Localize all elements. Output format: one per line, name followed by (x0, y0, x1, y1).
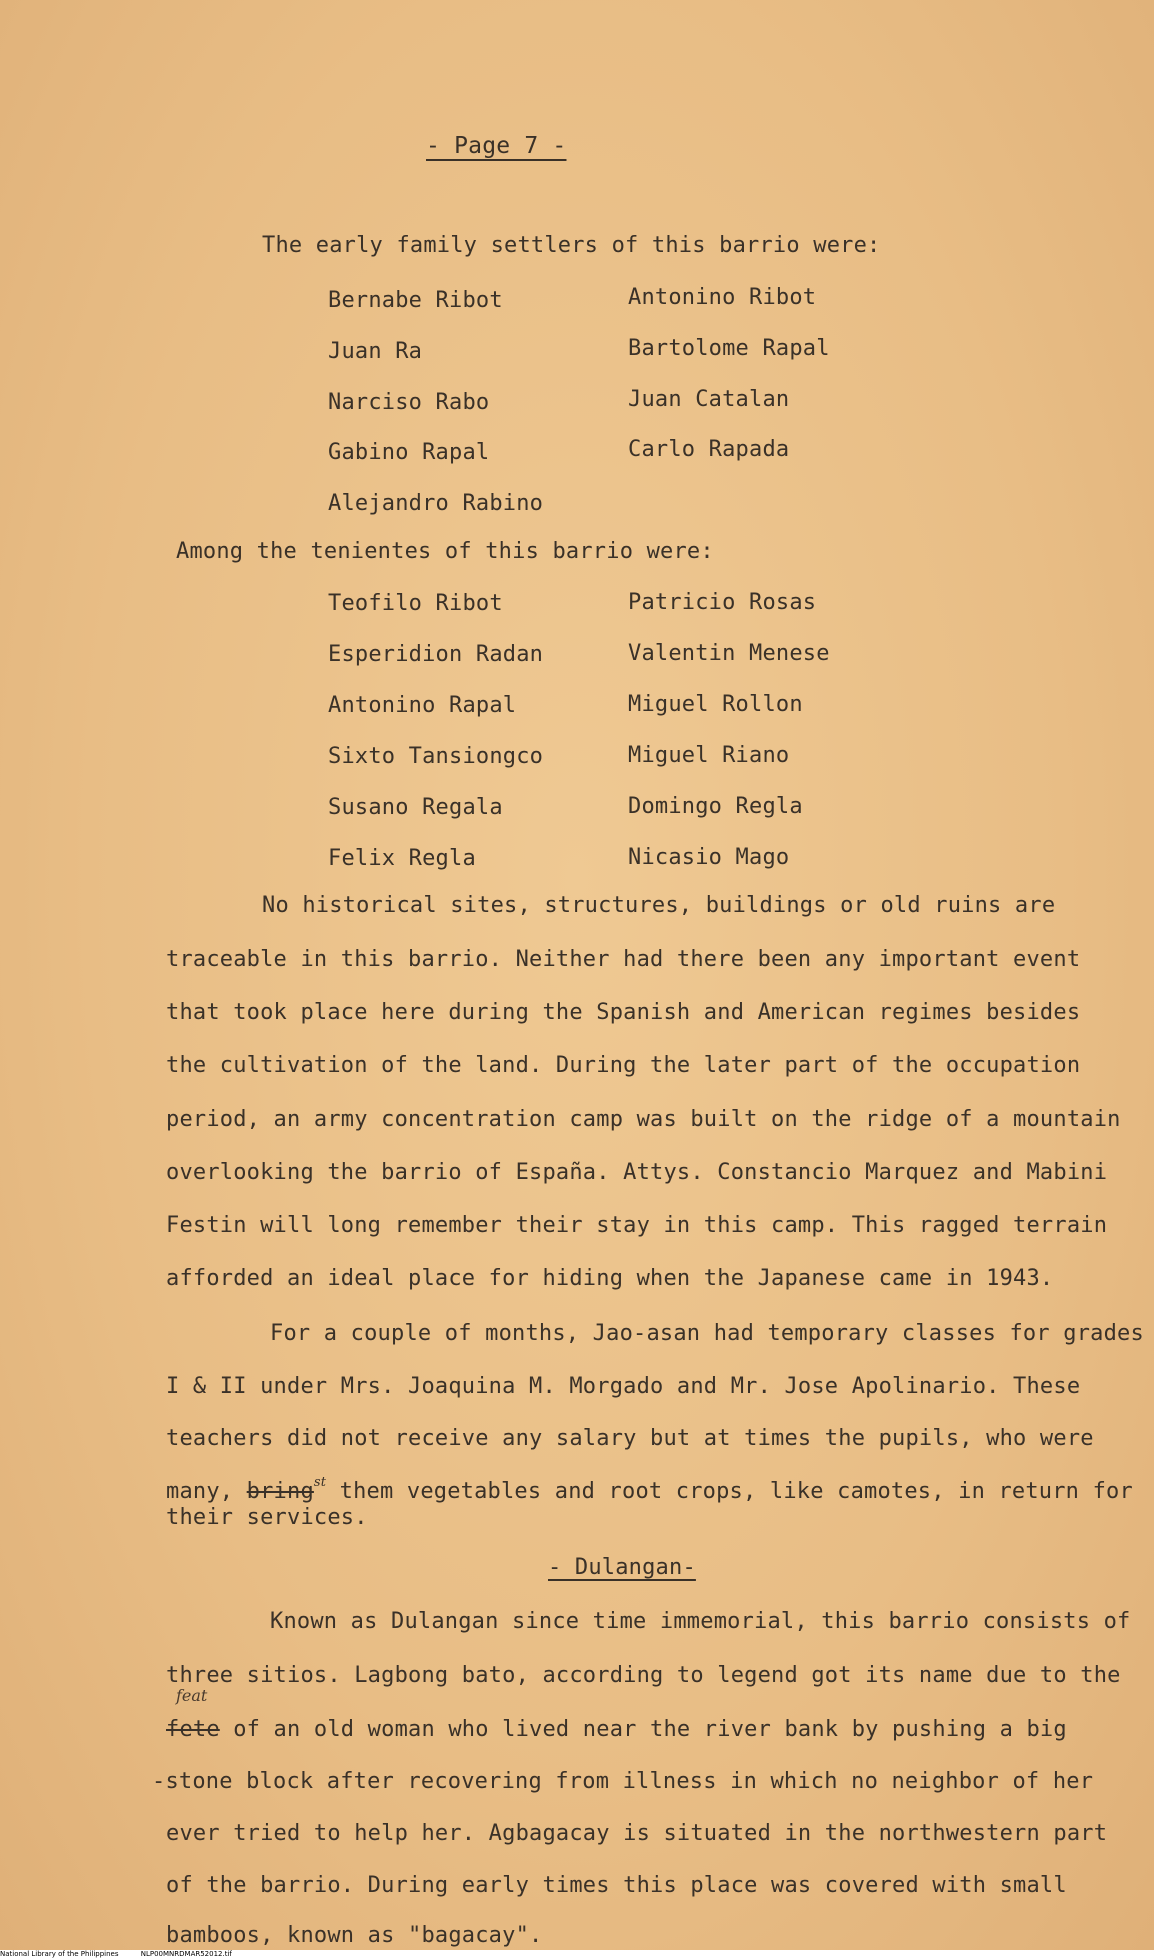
paragraph-line: I & II under Mrs. Joaquina M. Morgado and Mr. Jose Apolinario. These (166, 1374, 1081, 1399)
settler-name: Juan Catalan (628, 387, 790, 412)
paragraph-line: their services. (166, 1505, 368, 1530)
settler-name: Narciso Rabo (328, 390, 490, 415)
paragraph-line: -stone block after recovering from illness in which no neighbor of her (152, 1769, 1094, 1794)
settler-name: Antonino Ribot (628, 285, 817, 310)
teniente-name: Felix Regla (328, 846, 476, 871)
settler-name: Gabino Rapal (328, 440, 490, 465)
line-rest: them vegetables and root crops, like camotes, in return for (326, 1479, 1133, 1504)
settler-name: Bernabe Ribot (328, 288, 503, 313)
teniente-name: Antonino Rapal (328, 693, 517, 718)
struck-word: bring (246, 1479, 314, 1504)
teniente-name: Esperidion Radan (328, 642, 544, 667)
teniente-name: Nicasio Mago (628, 845, 790, 870)
paragraph-line: teachers did not receive any salary but at times the pupils, who were (166, 1426, 1094, 1451)
paragraph-line: of the barrio. During early times this place was covered with small (166, 1873, 1067, 1898)
teniente-name: Miguel Riano (628, 743, 790, 768)
paragraph-line: afforded an ideal place for hiding when the Japanese came in 1943. (166, 1266, 1054, 1291)
section-title: - Dulangan- (548, 1555, 696, 1580)
paragraph-line: that took place here during the Spanish and American regimes besides (166, 1000, 1081, 1025)
teniente-name: Miguel Rollon (628, 692, 803, 717)
footer-filename: NLP00MNRDMAR52012.tif (140, 1950, 232, 1958)
tenientes-intro: Among the tenientes of this barrio were: (176, 539, 714, 564)
paragraph-line: period, an army concentration camp was built on the ridge of a mountain (166, 1107, 1121, 1132)
settler-name: Juan Ra (328, 339, 423, 364)
scan-footer (0, 1950, 1154, 1958)
line-start: many, (166, 1479, 247, 1504)
handwritten-correction: feat (176, 1686, 208, 1705)
paragraph-line: No historical sites, structures, buildings or old ruins are (262, 893, 1056, 918)
paragraph-line: traceable in this barrio. Neither had there been any important event (166, 947, 1081, 972)
settlers-intro: The early family settlers of this barrio were: (262, 233, 881, 258)
paragraph-line: ever tried to help her. Agbagacay is situated in the northwestern part (166, 1821, 1108, 1846)
paragraph-line: Festin will long remember their stay in this camp. This ragged terrain (166, 1213, 1108, 1238)
paragraph-line: bamboos, known as "bagacay". (166, 1923, 543, 1948)
page-header: - Page 7 - (426, 133, 567, 159)
handwritten-insert: st (313, 1475, 327, 1490)
teniente-name: Teofilo Ribot (328, 591, 503, 616)
settler-name: Bartolome Rapal (628, 336, 830, 361)
paragraph-line (166, 1716, 1067, 1744)
settler-name: Alejandro Rabino (328, 491, 544, 516)
paragraph-line: the cultivation of the land. During the later part of the occupation (166, 1053, 1081, 1078)
paragraph-line: For a couple of months, Jao-asan had temporary classes for grades (270, 1321, 1144, 1346)
teniente-name: Susano Regala (328, 795, 503, 820)
teniente-name: Sixto Tansiongco (328, 744, 544, 769)
teniente-name: Patricio Rosas (628, 590, 817, 615)
struck-word: fete (166, 1717, 220, 1742)
settler-name: Carlo Rapada (628, 437, 790, 462)
footer-library: National Library of the Philippines (0, 1950, 119, 1958)
paragraph-line: Known as Dulangan since time immemorial, this barrio consists of (270, 1609, 1131, 1634)
teniente-name: Valentin Menese (628, 641, 830, 666)
line-rest: of an old woman who lived near the river bank by pushing a big (219, 1717, 1067, 1742)
paragraph-line: overlooking the barrio of España. Attys. Constancio Marquez and Mabini (166, 1160, 1108, 1185)
paragraph-line: three sitios. Lagbong bato, according to legend got its name due to the (166, 1663, 1121, 1688)
teniente-name: Domingo Regla (628, 794, 803, 819)
